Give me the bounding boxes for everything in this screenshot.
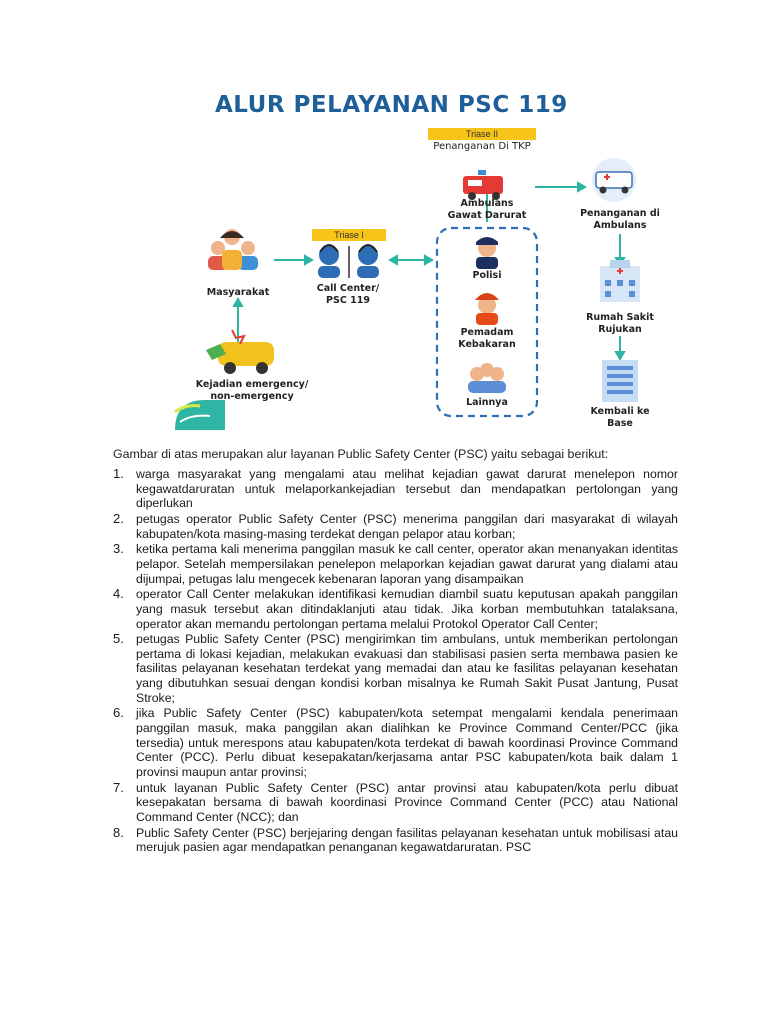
triase-1-tag: Triase I [312,229,386,241]
list-item: 1. warga masyarakat yang mengalami atau melihat kejadian gawat darurat menelepon nomor kegawatdaruratan untuk melaporkankejadian tersebut dan mendapatkan pertolongan yang diperlukan [113,466,678,511]
list-item: 2. petugas operator Public Safety Center (PSC) menerima panggilan dari masyarakat di wilayah kabupaten/kota masing-masing terdekat dengan pelapor atau korban; [113,510,678,541]
label-penanganan-ambulans: Penanganan di Ambulans [580,208,660,231]
label-ambulans: Ambulans Gawat Darurat [447,198,527,221]
call-center-icon [318,245,379,278]
hospital-icon [600,260,640,302]
label-rumah-sakit: Rumah Sakit Rujukan [586,312,654,335]
list-item: 5. petugas Public Safety Center (PSC) mengirimkan tim ambulans, untuk memberikan pertolongan pertama di lokasi kejadian, melakukan evakuasi dan stabilisasi pasien serta membawa pasien ke fasilitas pelayanan kesehatan terdekat yang memadai dan atau ke fasilitas pelayanan kesehatan yang dibutuhkan sesuai dengan kondisi korban misalnya ke Rumah Sakit Pusat Jantung, Pusat Stroke; [113,631,678,705]
label-pemadam: Pemadam Kebakaran [458,327,516,350]
list-item: 4. operator Call Center melakukan identifikasi kemudian diambil suatu keputusan apakah panggilan yang masuk tersebut akan ditindaklanjuti atau tidak. Jika korban membutuhkan tatalaksana, operator akan memandu pertolongan pertama melalui Protokol Operator Call Center; [113,586,678,631]
list-item: 6. jika Public Safety Center (PSC) kabupaten/kota setempat mengalami kendala penerimaan panggilan masuk, maka panggilan akan dialihkan ke Province Command Center/PCC (jika tersedia) untuk merespons atau kabupaten/kota terdekat di bawah koordinasi Province Command Center (PCC). Perlu dibuat kesepakatan/kerjasama antar PSC kabupaten/kota baik dalam 1 provinsi maupun antar provinsi; [113,705,678,779]
list-item: 7. untuk layanan Public Safety Center (PSC) antar provinsi atau kabupaten/kota perlu dibuat kesepakatan bersama di bawah koordinasi Province Command Center (PCC) atau National Command Center (NCC); dan [113,779,678,824]
label-masyarakat: Masyarakat [206,287,270,298]
base-building-icon [602,360,638,402]
community-icon [208,229,258,270]
accident-icon [206,330,274,374]
label-kembali: Kembali ke Base [590,406,650,429]
steps-list [113,467,678,856]
police-icon [476,237,498,269]
corner-decoration [175,400,225,430]
others-icon [468,363,506,393]
ambulance-care-icon [592,158,636,202]
ambulance-icon [463,170,503,200]
label-kejadian: Kejadian emergency/ non-emergency [195,379,309,402]
firefighter-icon [475,293,499,325]
label-polisi: Polisi [472,270,502,281]
list-item: 3. ketika pertama kali menerima panggilan masuk ke call center, operator akan menanyakan identitas pelapor. Setelah mempersilakan penelepon melaporkan kejadian gawat darurat yang dialami atau dijumpai, petugas lalu mengecek kebenaran laporan yang disampaikan [113,541,678,586]
label-lainnya: Lainnya [466,397,508,408]
list-item: 8. Public Safety Center (PSC) berjejaring dengan fasilitas pelayanan kesehatan untuk mobilisasi atau merujuk pasien agar mendapatkan penanganan kegawatdaruratan. PSC [113,824,678,855]
figure-caption: Gambar di atas merupakan alur layanan Public Safety Center (PSC) yaitu sebagai berikut: [113,447,609,461]
penanganan-tkp-label: Penanganan Di TKP [433,141,531,152]
triase-2-tag: Triase II [428,128,536,140]
figure-title: ALUR PELAYANAN PSC 119 [215,92,568,118]
label-call-center: Call Center/ PSC 119 [316,283,380,306]
